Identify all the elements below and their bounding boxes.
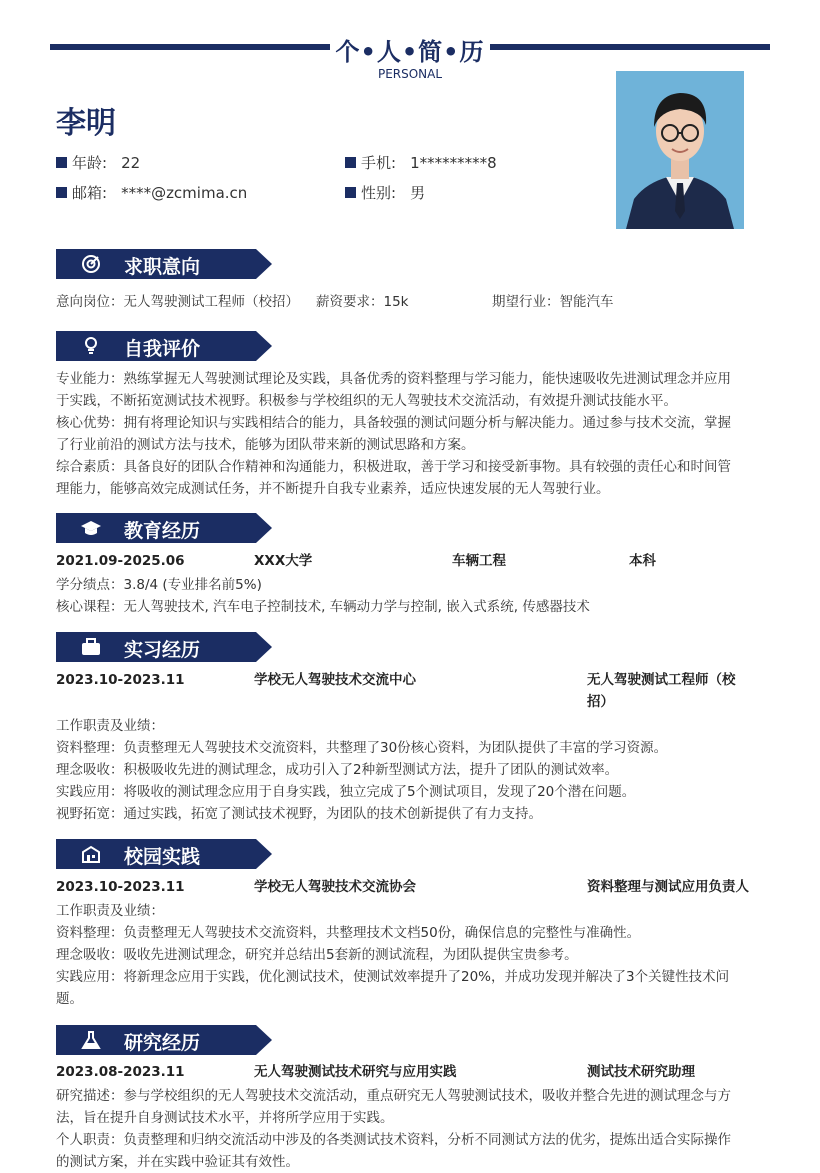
campus-role: 资料整理与测试应用负责人 — [587, 879, 749, 895]
text-line: 理念吸收：吸收先进测试理念，研究并总结出5套新的测试流程，为团队提供宝贵参考。 — [56, 947, 578, 963]
text-line: 理能力，能够高效完成测试任务，并不断提升自我专业素养，适应快速发展的无人驾驶行业。 — [56, 481, 610, 497]
text-line: 资料整理：负责整理无人驾驶技术交流资料，共整理了30份核心资料，为团队提供了丰富的学习资源。 — [56, 740, 668, 756]
header-rule-right — [490, 44, 770, 50]
text-line: 理念吸收：积极吸收先进的测试理念，成功引入了2种新型测试方法，提升了团队的测试效率。 — [56, 762, 619, 778]
internship-role-line1: 无人驾驶测试工程师（校 — [587, 672, 736, 688]
research-period: 2023.08-2023.11 — [56, 1064, 185, 1080]
lightbulb-icon — [80, 336, 102, 356]
candidate-name: 李明 — [56, 106, 116, 141]
section-header-education — [56, 513, 272, 543]
education-period: 2021.09-2025.06 — [56, 553, 185, 569]
age-info — [56, 152, 140, 173]
profile-photo — [616, 71, 744, 229]
resume-title: 个•人•简•历 — [335, 38, 485, 66]
internship-role-line2: 招） — [587, 694, 614, 710]
text-line: 了行业前沿的测试方法与技术，能够为团队带来新的测试思路和方案。 — [56, 437, 475, 453]
text-line: 视野拓宽：通过实践，拓宽了测试技术视野，为团队的技术创新提供了有力支持。 — [56, 806, 542, 822]
self-eval-text — [56, 368, 768, 500]
graduation-cap-icon — [80, 518, 102, 538]
email-label: 邮箱: — [72, 184, 108, 202]
section-header-campus — [56, 839, 272, 869]
text-line: 个人职责：负责整理和归纳交流活动中涉及的各类测试技术资料，分析不同测试方法的优劣，提炼出适合实际操作 — [56, 1132, 731, 1148]
text-line: 研究描述：参与学校组织的无人驾驶技术交流活动，重点研究无人驾驶测试技术，吸收并整合先进的测试理念与方 — [56, 1088, 731, 1104]
intent-position: 意向岗位：无人驾驶测试工程师（校招） — [56, 294, 299, 310]
text-line: 于实践，不断拓宽测试技术视野。积极参与学校组织的无人驾驶技术交流活动，有效提升测试技能水平。 — [56, 393, 677, 409]
bullet-square — [56, 157, 67, 168]
text-line: 实践应用：将新理念应用于实践，优化测试技术，使测试效率提升了20%，并成功发现并解决了3个关键性技术问 — [56, 969, 730, 985]
campus-row — [56, 876, 768, 898]
flask-icon — [80, 1030, 102, 1050]
gender-info — [345, 182, 425, 203]
email-value: ****@zcmima.cn — [121, 183, 248, 202]
internship-details — [56, 715, 768, 825]
internship-row — [56, 669, 768, 710]
text-line: 工作职责及业绩： — [56, 718, 164, 734]
bullet-square — [345, 157, 356, 168]
building-icon — [80, 844, 102, 864]
research-role: 测试技术研究助理 — [587, 1064, 695, 1080]
section-header-research — [56, 1025, 272, 1055]
section-title: 教育经历 — [124, 520, 201, 542]
internship-org: 学校无人驾驶技术交流中心 — [254, 672, 416, 688]
age-value: 22 — [121, 153, 141, 172]
email-info — [56, 182, 247, 203]
education-major: 车辆工程 — [452, 553, 506, 569]
phone-value: 1*********8 — [410, 153, 497, 172]
age-label: 年龄: — [72, 154, 108, 172]
target-icon — [80, 254, 102, 274]
education-row — [56, 550, 768, 572]
education-school: XXX大学 — [254, 553, 313, 569]
text-line: 综合素质：具备良好的团队合作精神和沟通能力，积极进取，善于学习和接受新事物。具有较强的责任心和时间管 — [56, 459, 731, 475]
phone-info — [345, 152, 497, 173]
text-line: 法，旨在提升自身测试技术水平，并将所学应用于实践。 — [56, 1110, 394, 1126]
education-courses: 核心课程：无人驾驶技术, 汽车电子控制技术, 车辆动力学与控制, 嵌入式系统, 传感器技术 — [56, 599, 590, 615]
research-project: 无人驾驶测试技术研究与应用实践 — [254, 1064, 457, 1080]
text-line: 资料整理：负责整理无人驾驶技术交流资料，共整理技术文档50份，确保信息的完整性与准确性。 — [56, 925, 641, 941]
phone-label: 手机: — [361, 154, 397, 172]
header-rule-left — [50, 44, 330, 50]
campus-org: 学校无人驾驶技术交流协会 — [254, 879, 416, 895]
text-line: 实践应用：将吸收的测试理念应用于自身实践，独立完成了5个测试项目，发现了20个潜在问题。 — [56, 784, 636, 800]
text-line: 题。 — [56, 991, 83, 1007]
section-title: 求职意向 — [124, 256, 201, 278]
intent-industry: 期望行业：智能汽车 — [492, 294, 614, 310]
text-line: 的测试方案，并在实践中验证其有效性。 — [56, 1154, 299, 1170]
section-header-self-eval — [56, 331, 272, 361]
briefcase-icon — [80, 637, 102, 657]
section-title: 校园实践 — [124, 846, 201, 868]
campus-period: 2023.10-2023.11 — [56, 879, 185, 895]
section-title: 自我评价 — [124, 338, 201, 360]
intent-salary: 薪资要求：15k — [316, 294, 409, 310]
gender-value: 男 — [410, 184, 426, 202]
text-line: 专业能力：熟练掌握无人驾驶测试理论及实践，具备优秀的资料整理与学习能力，能快速吸收先进测试理念并应用 — [56, 371, 731, 387]
section-header-internship — [56, 632, 272, 662]
education-details — [56, 574, 768, 618]
section-title: 研究经历 — [124, 1032, 201, 1054]
campus-details — [56, 900, 768, 1010]
bullet-square — [345, 187, 356, 198]
education-degree: 本科 — [629, 553, 656, 569]
section-title: 实习经历 — [124, 639, 201, 661]
research-details — [56, 1085, 768, 1173]
education-gpa: 学分绩点：3.8/4 (专业排名前5%) — [56, 577, 262, 593]
section-header-intent — [56, 249, 272, 279]
internship-period: 2023.10-2023.11 — [56, 672, 185, 688]
text-line: 核心优势：拥有将理论知识与实践相结合的能力，具备较强的测试问题分析与解决能力。通过参与技术交流，掌握 — [56, 415, 731, 431]
resume-subtitle: PERSONAL — [377, 67, 443, 81]
research-row — [56, 1061, 768, 1083]
gender-label: 性别: — [361, 184, 397, 202]
bullet-square — [56, 187, 67, 198]
text-line: 工作职责及业绩： — [56, 903, 164, 919]
